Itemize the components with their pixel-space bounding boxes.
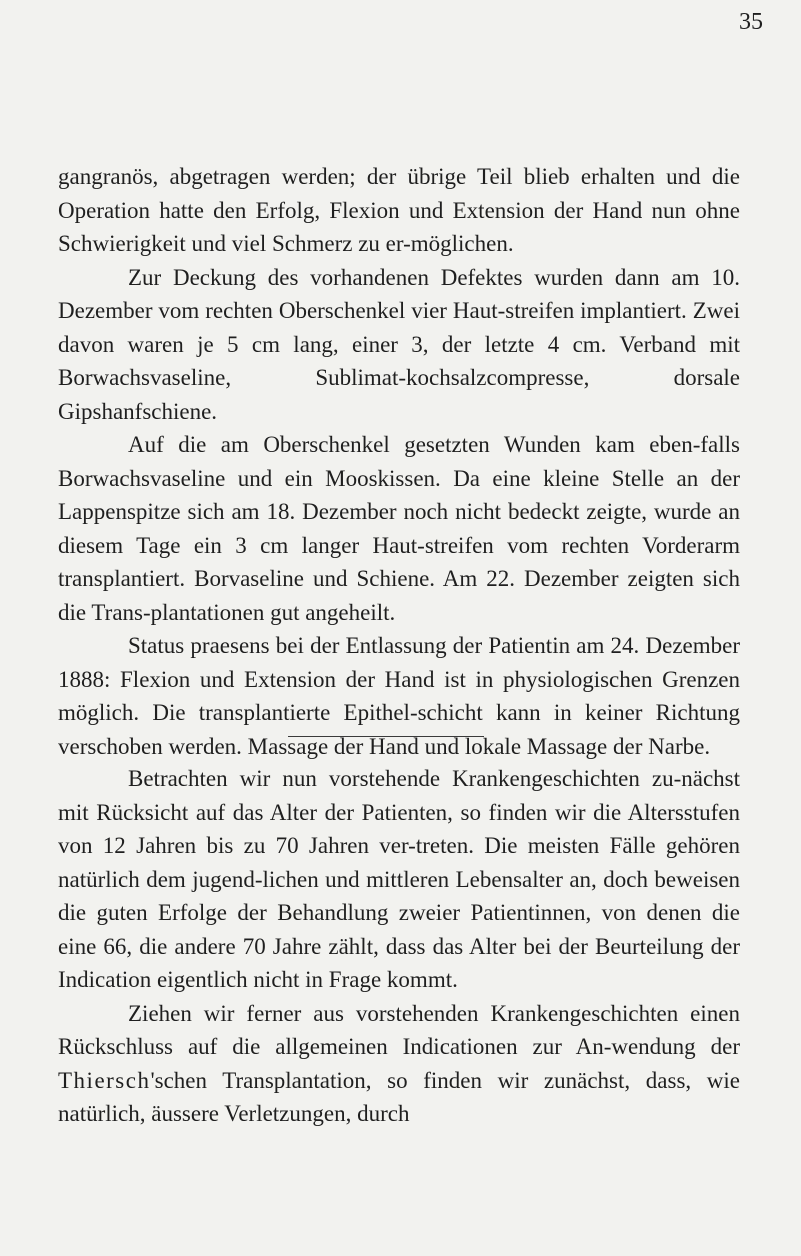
paragraph: Auf die am Oberschenkel gesetzten Wunden kam eben-falls Borwachsvaseline und ein Mooskissen. Da eine kleine Stelle an der Lappenspitze sich am 18. Dezember noch nicht bedeckt zeigte, wurde an diesem Tage ein 3 cm langer Haut-streifen vom rechten Vorderarm transplantiert. Borvaseline und Schiene. Am 22. Dezember zeigten sich die Trans-plantationen gut angeheilt. (58, 432, 740, 625)
section-divider (288, 736, 484, 737)
text-section-discussion (58, 762, 740, 1131)
text-section-case-report (58, 160, 740, 763)
text-run: Ziehen wir ferner aus vorstehenden Krankengeschichten einen Rückschluss auf die allgemeinen Indicationen zur An-wendung der (58, 1000, 740, 1059)
paragraph (58, 997, 740, 1131)
author-name: Thiersch (58, 1067, 151, 1093)
page-number: 35 (739, 9, 763, 35)
paragraph: Status praesens bei der Entlassung der Patientin am 24. Dezember 1888: Flexion und Extension der Hand ist in physiologischen Grenzen möglich. Die transplantierte Epithel-schicht kann in keiner Richtung verschoben werden. Massage der Hand und lokale Massage der Narbe. (58, 633, 740, 759)
paragraph: gangranös, abgetragen werden; der übrige Teil blieb erhalten und die Operation hatte den Erfolg, Flexion und Extension der Hand nun ohne Schwierigkeit und viel Schmerz zu er-möglichen. (58, 164, 740, 256)
paragraph: Zur Deckung des vorhandenen Defektes wurden dann am 10. Dezember vom rechten Oberschenkel vier Haut-streifen implantiert. Zwei davon waren je 5 cm lang, einer 3, der letzte 4 cm. Verband mit Borwachsvaseline, Sublimat-kochsalzcompresse, dorsale Gipshanfschiene. (58, 264, 740, 424)
text-run: 'schen Transplantation, so finden wir zunächst, dass, wie natürlich, äussere Verletzungen, durch (58, 1067, 740, 1126)
paragraph: Betrachten wir nun vorstehende Krankengeschichten zu-nächst mit Rücksicht auf das Alter der Patienten, so finden wir die Altersstufen von 12 Jahren bis zu 70 Jahren ver-treten. Die meisten Fälle gehören natürlich dem jugend-lichen und mittleren Lebensalter an, doch beweisen die guten Erfolge der Behandlung zweier Patientinnen, von denen die eine 66, die andere 70 Jahre zählt, dass das Alter bei der Beurteilung der Indication eigentlich nicht in Frage kommt. (58, 766, 740, 992)
